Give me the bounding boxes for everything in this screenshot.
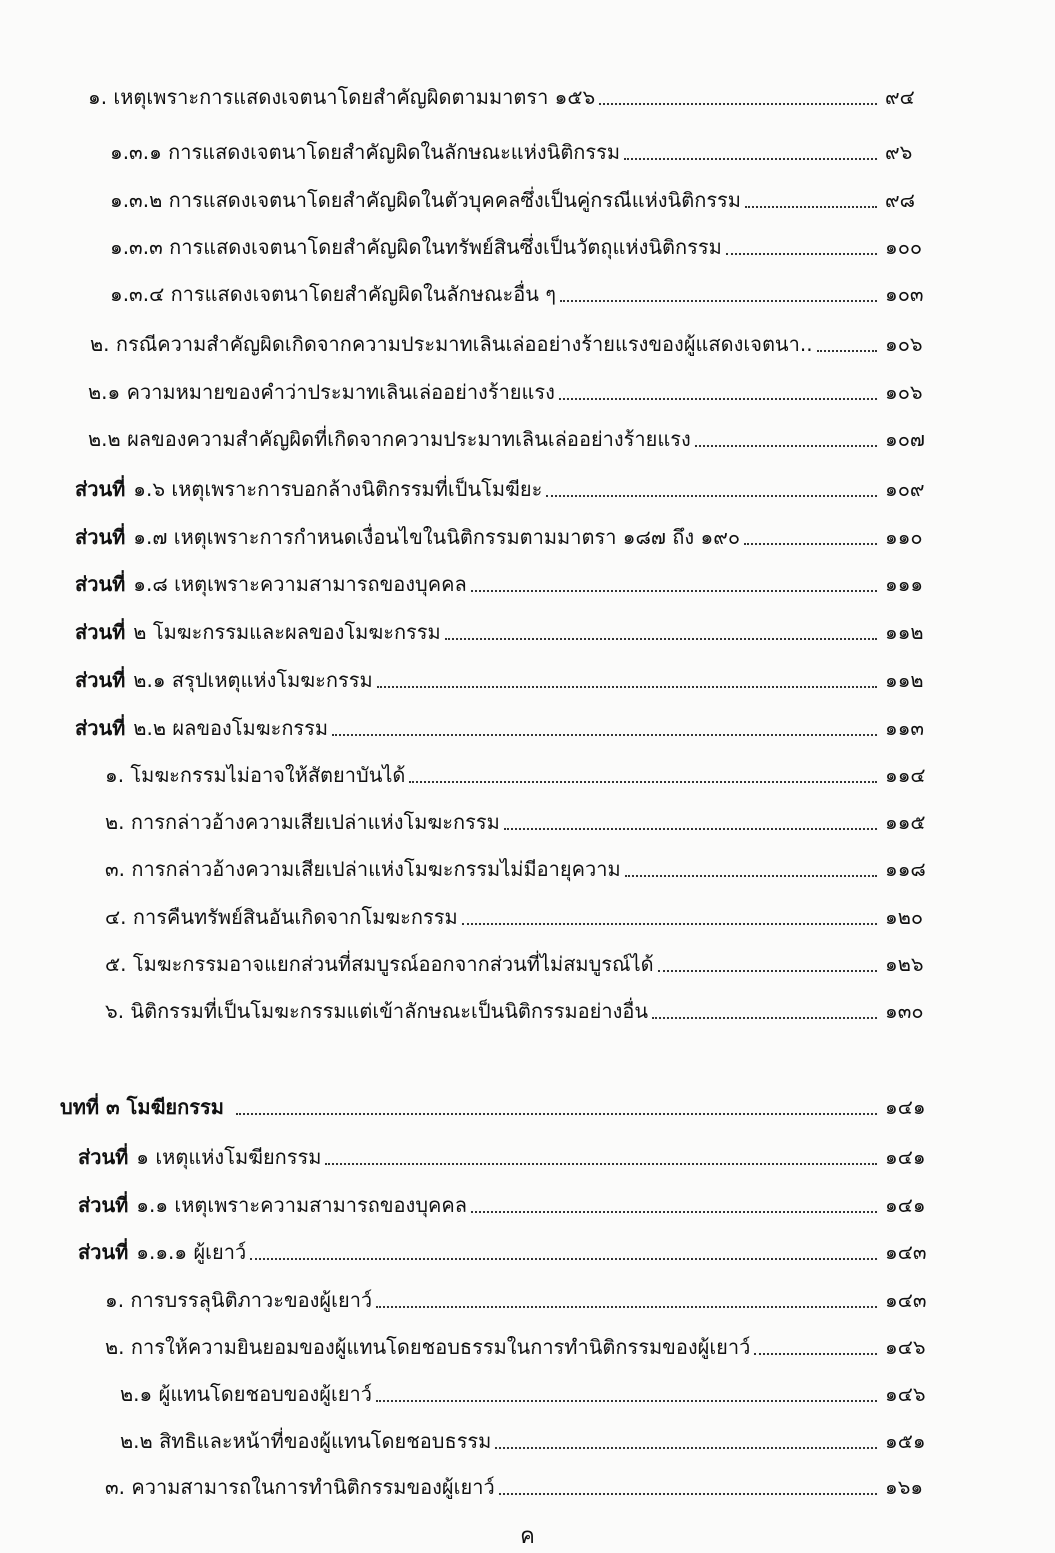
toc-entry [75, 567, 937, 601]
toc-entry [105, 1283, 937, 1317]
toc-entry-title: ๓. ความสามารถในการทำนิติกรรมของผู้เยาว์ [105, 1475, 495, 1499]
toc-entry-page: ๑๑๕ [885, 810, 926, 834]
toc-entry-title: ๖. นิติกรรมที่เป็นโมฆะกรรมแต่เข้าลักษณะเป็นนิติกรรมอย่างอื่น [105, 999, 649, 1023]
dot-leader [250, 1258, 877, 1260]
toc-entry-title: ๒. กรณีความสำคัญผิดเกิดจากความประมาทเลินเล่ออย่างร้ายแรงของผู้แสดงเจตนา.. [90, 332, 813, 356]
toc-entry-page: ๑๐๗ [885, 427, 925, 451]
dot-leader [726, 253, 877, 255]
toc-entry-prefix: ส่วนที่ [75, 620, 126, 644]
dot-leader [471, 1211, 877, 1213]
toc-entry-page: ๑๖๑ [885, 1475, 924, 1499]
toc-entry-page: ๑๐๖ [885, 380, 923, 404]
toc-entry [75, 472, 937, 506]
toc-entry-page: ๑๒๖ [885, 952, 924, 976]
dot-leader [499, 1493, 877, 1495]
toc-entry-page: ๑๓๐ [885, 999, 924, 1023]
toc-entry [60, 1090, 937, 1124]
dot-leader [471, 590, 877, 592]
toc-entry-title: ๑.๓.๑ การแสดงเจตนาโดยสำคัญผิดในลักษณะแห่งนิติกรรม [110, 140, 621, 164]
dot-leader [376, 1306, 877, 1308]
toc-entry-title: ๑.๓.๔ การแสดงเจตนาโดยสำคัญผิดในลักษณะอื่น ๆ [110, 282, 557, 306]
toc-entry-page: ๑๑๔ [885, 763, 926, 787]
toc-entry-title: ๒ โมฆะกรรมและผลของโมฆะกรรม [133, 620, 441, 644]
dot-leader [624, 158, 877, 160]
toc-entry-page: ๑๕๑ [885, 1429, 926, 1453]
toc-entry-title: ๑.๖ เหตุเพราะการบอกล้างนิติกรรมที่เป็นโมฆียะ [133, 477, 543, 501]
toc-entry-prefix: ส่วนที่ [75, 525, 126, 549]
toc-entry-page: ๑๔๖ [885, 1382, 926, 1406]
toc-entry-page: ๑๔๑ [885, 1193, 926, 1217]
toc-entry-title: ๑.๑ เหตุเพราะความสามารถของบุคคล [136, 1193, 468, 1217]
toc-entry-title: ๒.๒ ผลของโมฆะกรรม [133, 716, 329, 740]
toc-entry [78, 1140, 937, 1174]
toc-entry [75, 615, 937, 649]
toc-entry [110, 230, 937, 264]
toc-entry-title: ๒.๑ ความหมายของคำว่าประมาทเลินเล่ออย่างร้ายแรง [88, 380, 555, 404]
toc-entry-page: ๙๔ [885, 85, 915, 109]
toc-entry-page: ๑๐๙ [885, 477, 925, 501]
dot-leader [625, 875, 877, 877]
dot-leader [409, 781, 877, 783]
toc-entry-title: ๕. โมฆะกรรมอาจแยกส่วนที่สมบูรณ์ออกจากส่วนที่ไม่สมบูรณ์ได้ [105, 952, 654, 976]
toc-entry-title: ๒.๒ ผลของความสำคัญผิดที่เกิดจากความประมาทเลินเล่ออย่างร้ายแรง [88, 427, 691, 451]
toc-entry [105, 947, 937, 981]
dot-leader [695, 445, 877, 447]
toc-entry-title: ๑. การบรรลุนิติภาวะของผู้เยาว์ [105, 1288, 373, 1312]
toc-entry-title: ๒.๒ สิทธิและหน้าที่ของผู้แทนโดยชอบธรรม [120, 1429, 492, 1453]
toc-entry-page: ๑๑๒ [885, 668, 924, 692]
toc-entry [120, 1377, 937, 1411]
toc-entry [88, 80, 937, 114]
toc-entry-page: ๑๐๓ [885, 282, 924, 306]
toc-entry [105, 1470, 937, 1504]
toc-entry-prefix: ส่วนที่ [75, 477, 126, 501]
toc-entry [78, 1188, 937, 1222]
toc-entry-prefix: ส่วนที่ [75, 668, 126, 692]
toc-entry [75, 711, 937, 745]
page-number-footer: ค [520, 1524, 535, 1549]
dot-leader [332, 734, 877, 736]
dot-leader [559, 398, 877, 400]
dot-leader [658, 970, 877, 972]
toc-entry-page: ๑๑๑ [885, 572, 924, 596]
toc-entry-page: ๑๒๐ [885, 905, 924, 929]
toc-entry-title: ๑ เหตุแห่งโมฆียกรรม [136, 1145, 322, 1169]
dot-leader [745, 206, 877, 208]
toc-entry-page: ๑๐๐ [885, 235, 923, 259]
toc-entry [88, 375, 937, 409]
dot-leader [744, 543, 877, 545]
dot-leader [560, 300, 877, 302]
toc-entry-title: ๑.๗ เหตุเพราะการกำหนดเงื่อนไขในนิติกรรมตามมาตรา ๑๘๗ ถึง ๑๙๐ [133, 525, 741, 549]
toc-entry [75, 520, 937, 554]
dot-leader [546, 495, 877, 497]
dot-leader [376, 1400, 877, 1402]
dot-leader [445, 638, 877, 640]
toc-entry-title: ๒.๑ สรุปเหตุแห่งโมฆะกรรม [133, 668, 373, 692]
toc-entry [105, 852, 937, 886]
toc-entry [105, 805, 937, 839]
toc-entry-page: ๑๑๘ [885, 857, 926, 881]
toc-entry-title: ๒. การให้ความยินยอมของผู้แทนโดยชอบธรรมในการทำนิติกรรมของผู้เยาว์ [105, 1335, 751, 1359]
dot-leader [236, 1113, 877, 1115]
toc-entry-page: ๙๘ [885, 188, 916, 212]
dot-leader [462, 923, 877, 925]
toc-entry-title: ๑.๘ เหตุเพราะความสามารถของบุคคล [133, 572, 467, 596]
toc-entry [88, 422, 937, 456]
toc-entry-title: ๑. เหตุเพราะการแสดงเจตนาโดยสำคัญผิดตามมาตรา ๑๕๖ [88, 85, 596, 109]
toc-entry-title: ๑.๑.๑ ผู้เยาว์ [136, 1240, 247, 1264]
dot-leader [599, 103, 877, 105]
toc-entry-page: ๙๖ [885, 140, 913, 164]
toc-entry-prefix: ส่วนที่ [78, 1193, 129, 1217]
toc-entry-title: ๑.๓.๒ การแสดงเจตนาโดยสำคัญผิดในตัวบุคคลซึ่งเป็นคู่กรณีแห่งนิติกรรม [110, 188, 741, 212]
toc-entry-page: ๑๑๒ [885, 620, 924, 644]
toc-entry-page: ๑๑๓ [885, 716, 925, 740]
toc-entry [110, 277, 937, 311]
toc-entry-page: ๑๔๓ [885, 1288, 927, 1312]
toc-entry-prefix: ส่วนที่ [78, 1240, 129, 1264]
dot-leader [652, 1017, 877, 1019]
toc-entry-prefix: ส่วนที่ [75, 572, 126, 596]
toc-entry-title: ๑.๓.๓ การแสดงเจตนาโดยสำคัญผิดในทรัพย์สินซึ่งเป็นวัตถุแห่งนิติกรรม [110, 235, 722, 259]
dot-leader [377, 686, 877, 688]
toc-entry [105, 1330, 937, 1364]
toc-entry-title: ๑. โมฆะกรรมไม่อาจให้สัตยาบันได้ [105, 763, 406, 787]
toc-entry [75, 663, 937, 697]
dot-leader [325, 1163, 877, 1165]
dot-leader [495, 1447, 877, 1449]
toc-entry-page: ๑๑๐ [885, 525, 923, 549]
toc-entry [90, 327, 937, 361]
toc-entry-prefix: ส่วนที่ [75, 716, 126, 740]
dot-leader [817, 350, 877, 352]
toc-entry-page: ๑๔๓ [885, 1240, 927, 1264]
toc-entry [110, 183, 937, 217]
toc-entry-title: ๒. การกล่าวอ้างความเสียเปล่าแห่งโมฆะกรรม [105, 810, 500, 834]
dot-leader [504, 828, 877, 830]
toc-entry-title: ๔. การคืนทรัพย์สินอันเกิดจากโมฆะกรรม [105, 905, 458, 929]
toc-entry-page: ๑๔๑ [885, 1095, 926, 1119]
toc-entry-title: ๓. การกล่าวอ้างความเสียเปล่าแห่งโมฆะกรรมไม่มีอายุความ [105, 857, 621, 881]
toc-entry-prefix: ส่วนที่ [78, 1145, 129, 1169]
toc-entry [110, 135, 937, 169]
toc-entry-title: ๒.๑ ผู้แทนโดยชอบของผู้เยาว์ [120, 1382, 372, 1406]
toc-entry [120, 1424, 937, 1458]
toc-entry [78, 1235, 937, 1269]
toc-entry [105, 758, 937, 792]
dot-leader [754, 1353, 877, 1355]
toc-entry [105, 994, 937, 1028]
toc-entry-page: ๑๔๑ [885, 1145, 926, 1169]
toc-entry-page: ๑๐๖ [885, 332, 923, 356]
toc-entry-page: ๑๔๖ [885, 1335, 926, 1359]
toc-entry [105, 900, 937, 934]
toc-entry-prefix: บทที่ ๓ โมฆียกรรม [60, 1095, 224, 1119]
